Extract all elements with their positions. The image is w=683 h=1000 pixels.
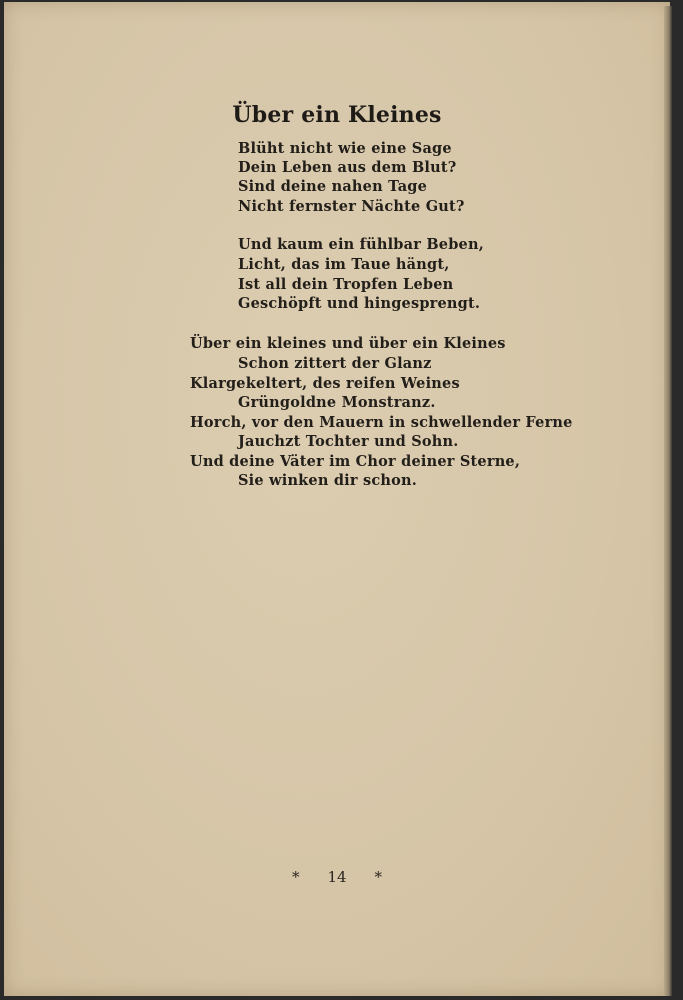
poem-line: Geschöpft und hingesprengt. [238, 295, 481, 312]
poem-line: Sie winken dir schon. [238, 472, 417, 489]
page-number: 14 [327, 868, 347, 886]
poem-line: Klargekeltert, des reifen Weines [190, 375, 460, 392]
page-edge [664, 6, 672, 996]
page-footer [4, 868, 670, 886]
poem-line: Licht, das im Taue hängt, [238, 256, 450, 273]
poem-line: Sind deine nahen Tage [238, 178, 428, 195]
poem-line: Über ein kleines und über ein Kleines [190, 335, 506, 352]
star-ornament-left: * [291, 868, 300, 886]
poem-line: Und deine Väter im Chor deiner Sterne, [190, 453, 521, 470]
poem-line: Blüht nicht wie eine Sage [238, 140, 452, 157]
poem-line: Ist all dein Tropfen Leben [238, 276, 454, 293]
star-ornament-right: * [374, 868, 383, 886]
poem-line: Und kaum ein fühlbar Beben, [238, 236, 484, 253]
book-page [4, 2, 670, 996]
poem-title: Über ein Kleines [232, 102, 442, 128]
poem-line: Horch, vor den Mauern in schwellender Ferne [190, 414, 573, 431]
poem-line: Jauchzt Tochter und Sohn. [238, 433, 459, 450]
poem-line: Nicht fernster Nächte Gut? [238, 198, 465, 215]
poem-line: Schon zittert der Glanz [238, 355, 432, 372]
poem-line: Grüngoldne Monstranz. [238, 394, 436, 411]
poem-line: Dein Leben aus dem Blut? [238, 159, 457, 176]
